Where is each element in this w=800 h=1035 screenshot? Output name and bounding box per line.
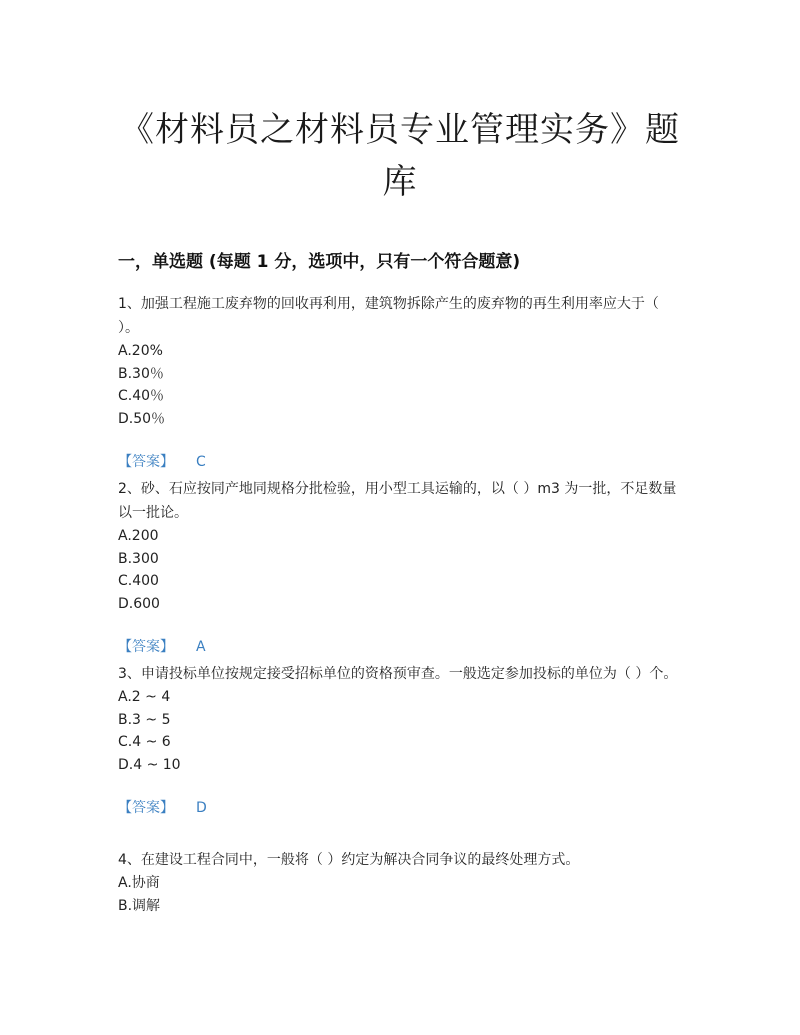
- answer-value: C: [196, 454, 206, 470]
- option-d: D.50％: [118, 410, 166, 427]
- answer-label: 【答案】: [118, 639, 174, 655]
- option-b: B.调解: [118, 897, 161, 914]
- answer-line: [118, 452, 683, 472]
- option-d: D.600: [118, 595, 160, 612]
- option-a: A.协商: [118, 875, 160, 891]
- question-2: [118, 477, 683, 657]
- option-d: D.4 ~ 10: [118, 756, 181, 773]
- answer-value: D: [196, 800, 207, 816]
- option-a: A.2 ~ 4: [118, 689, 171, 705]
- option-c: C.40％: [118, 388, 165, 404]
- option-a: A.20%: [118, 343, 163, 359]
- answer-line: [118, 798, 683, 818]
- question-text: 4、在建设工程合同中，一般将（ ）约定为解决合同争议的最终处理方式。: [118, 852, 580, 868]
- option-c: C.400: [118, 573, 159, 589]
- question-4: [118, 848, 683, 917]
- option-b: B.30％: [118, 365, 164, 382]
- answer-label: 【答案】: [118, 454, 174, 470]
- answer-line: [118, 637, 683, 657]
- option-a: A.200: [118, 528, 159, 544]
- answer-label: 【答案】: [118, 800, 174, 816]
- question-text: 3、申请投标单位按规定接受招标单位的资格预审查。一般选定参加投标的单位为（ ）个。: [118, 666, 678, 682]
- question-text: 1、加强工程施工废弃物的回收再利用，建筑物拆除产生的废弃物的再生利用率应大于（ ）。: [118, 296, 659, 336]
- question-3: [118, 662, 683, 818]
- document-title: 《材料员之材料员专业管理实务》题库: [120, 110, 680, 202]
- option-b: B.300: [118, 550, 159, 567]
- question-1: [118, 292, 683, 472]
- section-heading: 一，单选题 (每题 1 分，选项中，只有一个符合题意): [118, 252, 521, 272]
- option-b: B.3 ~ 5: [118, 711, 171, 728]
- answer-value: A: [196, 639, 206, 655]
- question-text: 2、砂、石应按同产地同规格分批检验，用小型工具运输的，以（ ）m3 为一批，不足数量以一批论。: [118, 481, 677, 521]
- option-c: C.4 ~ 6: [118, 734, 171, 750]
